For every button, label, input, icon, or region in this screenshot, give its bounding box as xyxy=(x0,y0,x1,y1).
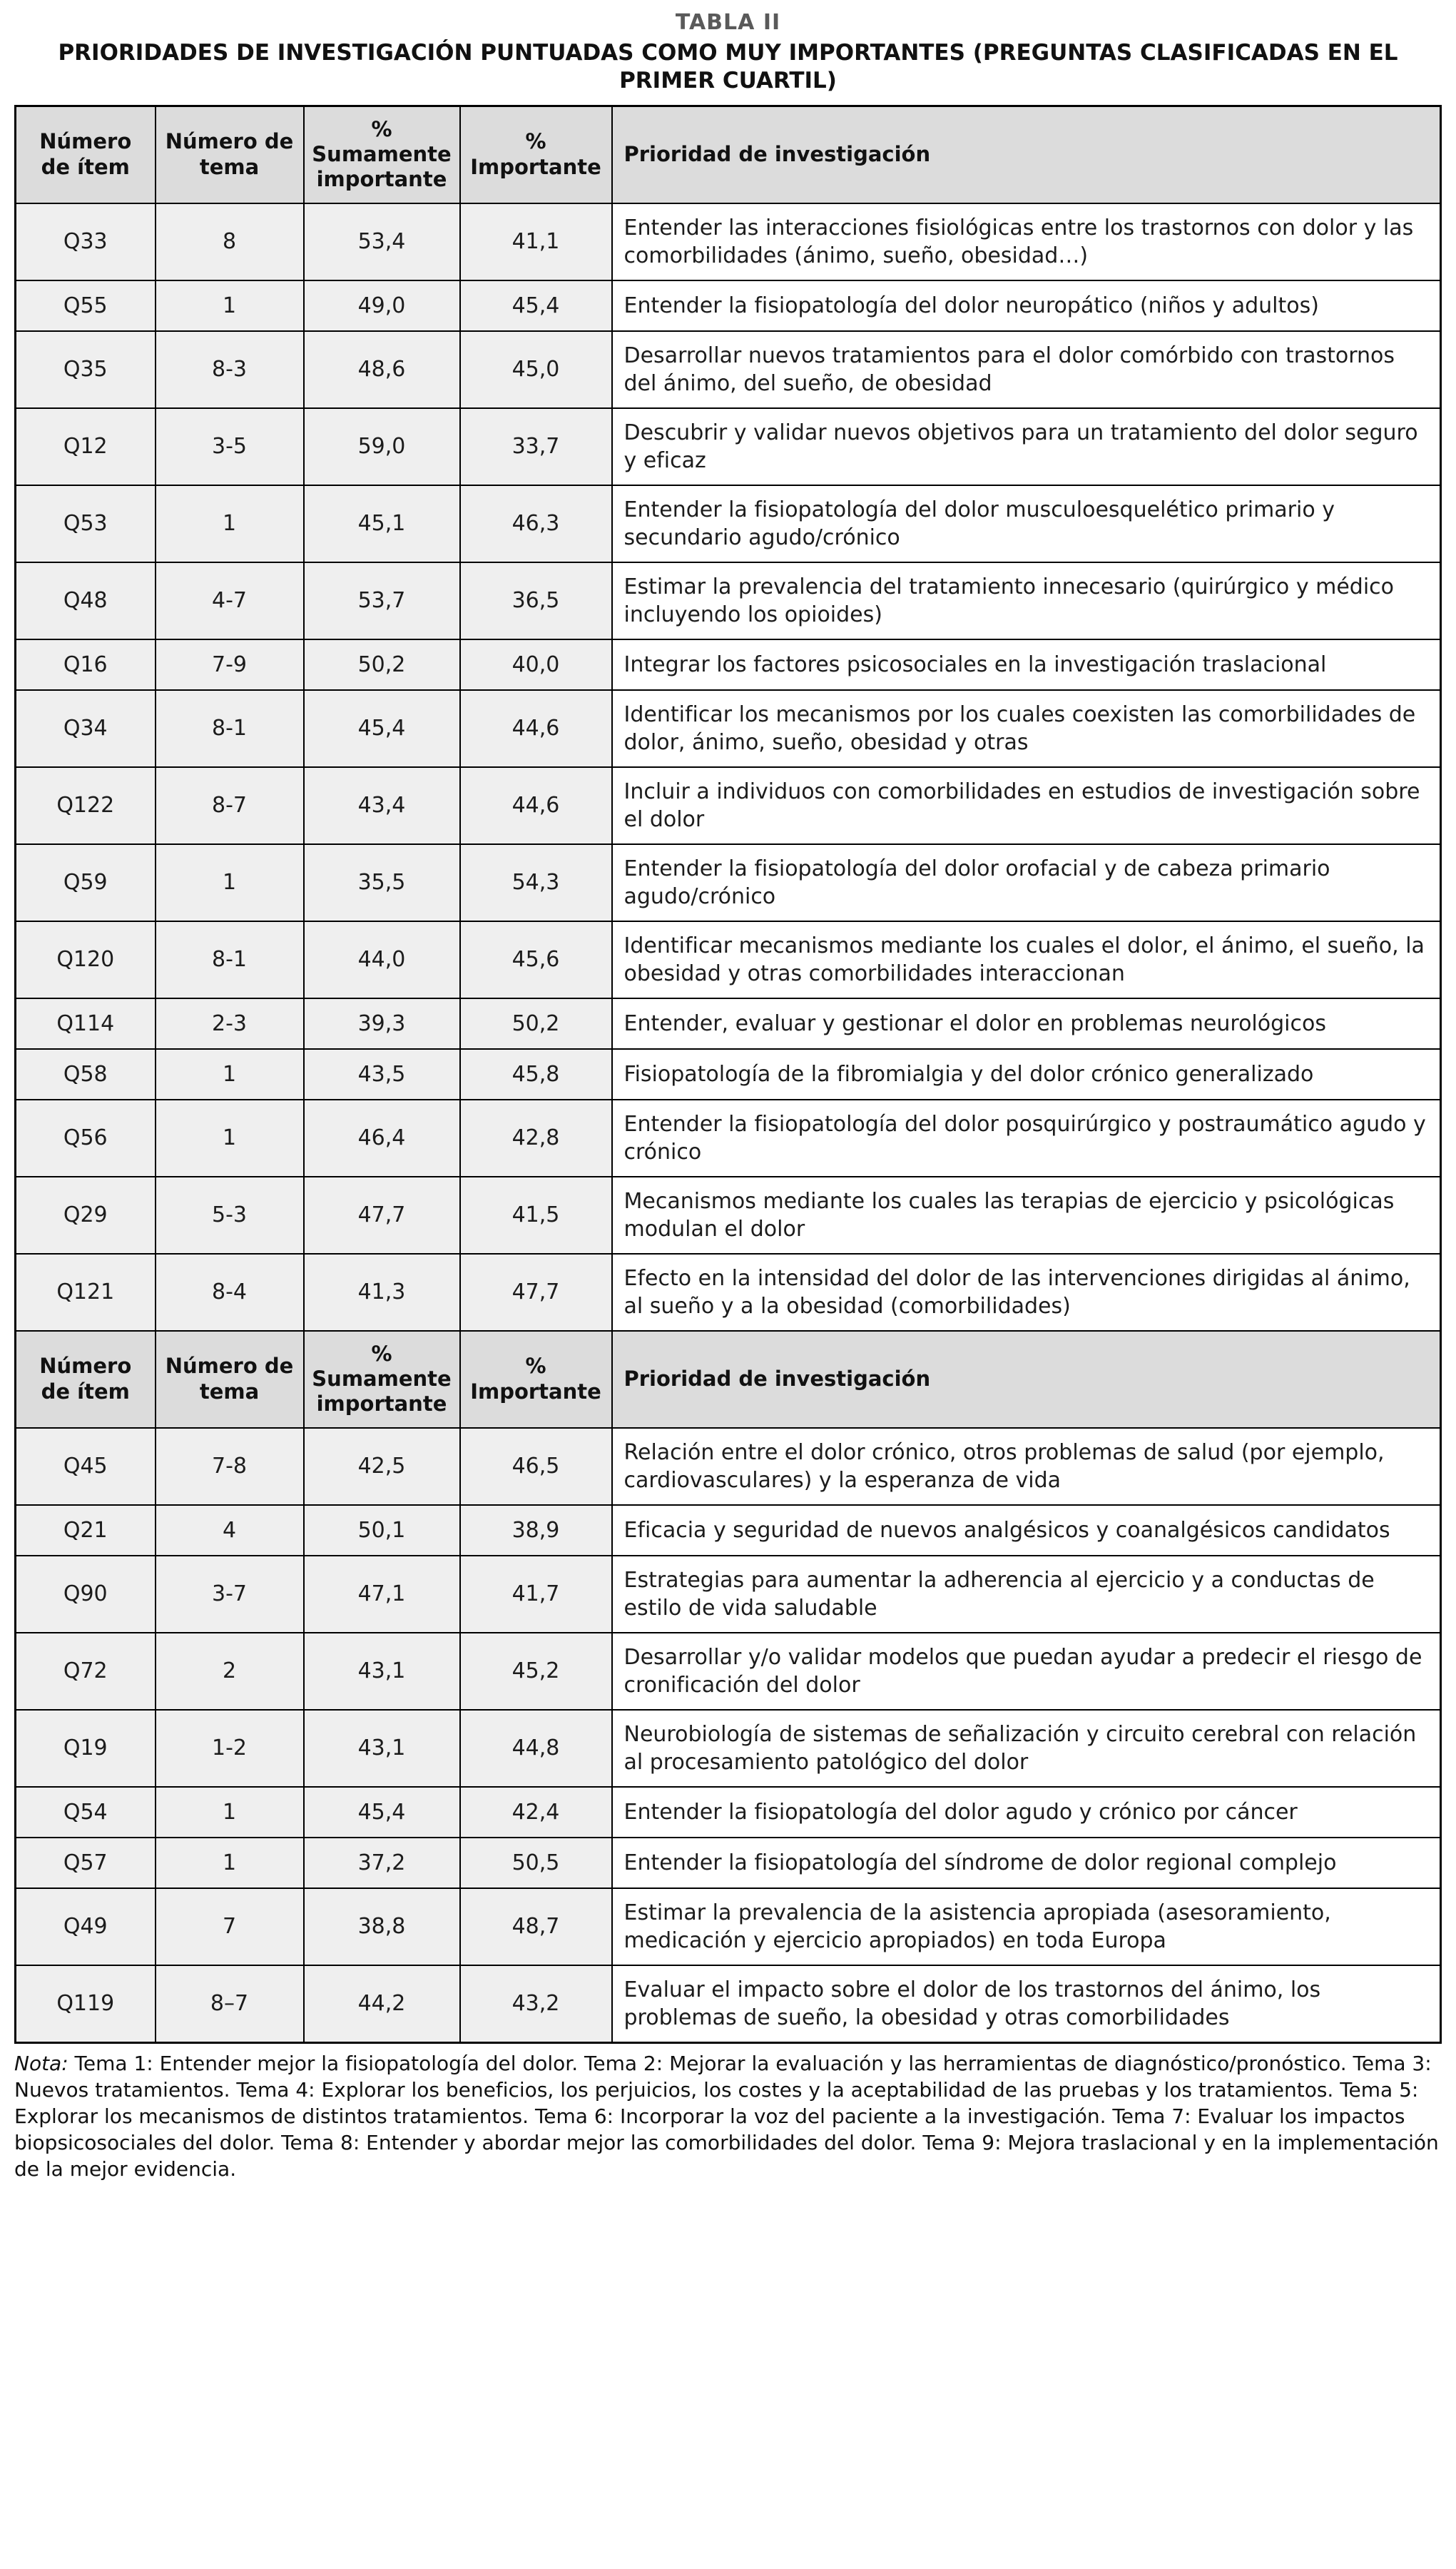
table-row xyxy=(16,1787,1441,1838)
very-important-pct-cell: 50,1 xyxy=(304,1505,460,1556)
important-pct-cell: 44,6 xyxy=(460,690,612,767)
table-row xyxy=(16,331,1441,408)
research-priorities-table xyxy=(14,105,1442,2044)
column-header: % Sumamente importante xyxy=(304,1331,460,1428)
important-pct-cell: 48,7 xyxy=(460,1888,612,1965)
item-number-cell: Q12 xyxy=(16,408,156,485)
important-pct-cell: 44,8 xyxy=(460,1710,612,1787)
priority-description-cell: Fisiopatología de la fibromialgia y del dolor crónico generalizado xyxy=(612,1049,1441,1100)
table-row xyxy=(16,562,1441,639)
column-header: % Sumamente importante xyxy=(304,106,460,203)
very-important-pct-cell: 46,4 xyxy=(304,1100,460,1177)
priority-description-cell: Estimar la prevalencia del tratamiento innecesario (quirúrgico y médico incluyendo los opioides) xyxy=(612,562,1441,639)
theme-number-cell: 2 xyxy=(156,1633,304,1710)
item-number-cell: Q120 xyxy=(16,921,156,998)
item-number-cell: Q53 xyxy=(16,485,156,562)
important-pct-cell: 54,3 xyxy=(460,844,612,921)
table-row xyxy=(16,1710,1441,1787)
very-important-pct-cell: 53,7 xyxy=(304,562,460,639)
priority-description-cell: Evaluar el impacto sobre el dolor de los trastornos del ánimo, los problemas de sueño, la obesidad y otras comorbilidades xyxy=(612,1965,1441,2043)
item-number-cell: Q114 xyxy=(16,998,156,1049)
item-number-cell: Q57 xyxy=(16,1838,156,1888)
important-pct-cell: 33,7 xyxy=(460,408,612,485)
important-pct-cell: 45,6 xyxy=(460,921,612,998)
priority-description-cell: Descubrir y validar nuevos objetivos para un tratamiento del dolor seguro y eficaz xyxy=(612,408,1441,485)
important-pct-cell: 40,0 xyxy=(460,639,612,690)
table-header-row xyxy=(16,1331,1441,1428)
item-number-cell: Q56 xyxy=(16,1100,156,1177)
priority-description-cell: Entender las interacciones fisiológicas entre los trastornos con dolor y las comorbilidades (ánimo, sueño, obesidad…) xyxy=(612,203,1441,280)
priority-description-cell: Eficacia y seguridad de nuevos analgésicos y coanalgésicos candidatos xyxy=(612,1505,1441,1556)
priority-description-cell: Efecto en la intensidad del dolor de las intervenciones dirigidas al ánimo, al sueño y a la obesidad (comorbilidades) xyxy=(612,1254,1441,1331)
theme-number-cell: 1 xyxy=(156,485,304,562)
column-header: % Importante xyxy=(460,1331,612,1428)
table-row xyxy=(16,1100,1441,1177)
item-number-cell: Q49 xyxy=(16,1888,156,1965)
item-number-cell: Q55 xyxy=(16,280,156,331)
table-row xyxy=(16,921,1441,998)
theme-number-cell: 8-1 xyxy=(156,921,304,998)
important-pct-cell: 50,2 xyxy=(460,998,612,1049)
very-important-pct-cell: 43,5 xyxy=(304,1049,460,1100)
very-important-pct-cell: 44,2 xyxy=(304,1965,460,2043)
column-header: Número de tema xyxy=(156,106,304,203)
very-important-pct-cell: 53,4 xyxy=(304,203,460,280)
very-important-pct-cell: 50,2 xyxy=(304,639,460,690)
item-number-cell: Q16 xyxy=(16,639,156,690)
theme-number-cell: 2-3 xyxy=(156,998,304,1049)
very-important-pct-cell: 43,1 xyxy=(304,1710,460,1787)
note-label: Nota: xyxy=(14,2051,68,2075)
priority-description-cell: Entender la fisiopatología del dolor musculoesquelético primario y secundario agudo/crónico xyxy=(612,485,1441,562)
item-number-cell: Q58 xyxy=(16,1049,156,1100)
very-important-pct-cell: 47,1 xyxy=(304,1556,460,1633)
theme-number-cell: 1 xyxy=(156,1049,304,1100)
column-header: Número de ítem xyxy=(16,1331,156,1428)
important-pct-cell: 45,0 xyxy=(460,331,612,408)
very-important-pct-cell: 48,6 xyxy=(304,331,460,408)
theme-number-cell: 8–7 xyxy=(156,1965,304,2043)
important-pct-cell: 45,8 xyxy=(460,1049,612,1100)
important-pct-cell: 47,7 xyxy=(460,1254,612,1331)
theme-number-cell: 5-3 xyxy=(156,1177,304,1254)
very-important-pct-cell: 45,4 xyxy=(304,690,460,767)
item-number-cell: Q72 xyxy=(16,1633,156,1710)
table-row xyxy=(16,280,1441,331)
item-number-cell: Q21 xyxy=(16,1505,156,1556)
theme-number-cell: 8 xyxy=(156,203,304,280)
important-pct-cell: 41,7 xyxy=(460,1556,612,1633)
column-header: Prioridad de investigación xyxy=(612,106,1441,203)
table-row xyxy=(16,1254,1441,1331)
very-important-pct-cell: 37,2 xyxy=(304,1838,460,1888)
theme-number-cell: 8-1 xyxy=(156,690,304,767)
important-pct-cell: 50,5 xyxy=(460,1838,612,1888)
note-text: Tema 1: Entender mejor la fisiopatología del dolor. Tema 2: Mejorar la evaluación y las herramientas de diagnóstico/pronóstico. Tema 3: Nuevos tratamientos. Tema 4: Explorar los beneficios, los perjuicios, los costes y la aceptabilidad de las pruebas y los tratamientos. Tema 5: Explorar los mecanismos de distintos tratamientos. Tema 6: Incorporar la voz del paciente a la investigación. Tema 7: Evaluar los impactos biopsicosociales del dolor. Tema 8: Entender y abordar mejor las comorbilidades del dolor. Tema 9: Mejora traslacional y en la implementación de la mejor evidencia. xyxy=(14,2051,1439,2181)
very-important-pct-cell: 49,0 xyxy=(304,280,460,331)
table-row xyxy=(16,1838,1441,1888)
priority-description-cell: Mecanismos mediante los cuales las terapias de ejercicio y psicológicas modulan el dolor xyxy=(612,1177,1441,1254)
very-important-pct-cell: 45,1 xyxy=(304,485,460,562)
table-row xyxy=(16,690,1441,767)
priority-description-cell: Integrar los factores psicosociales en la investigación traslacional xyxy=(612,639,1441,690)
table-row xyxy=(16,639,1441,690)
priority-description-cell: Entender la fisiopatología del dolor orofacial y de cabeza primario agudo/crónico xyxy=(612,844,1441,921)
important-pct-cell: 45,4 xyxy=(460,280,612,331)
table-row xyxy=(16,408,1441,485)
priority-description-cell: Desarrollar y/o validar modelos que puedan ayudar a predecir el riesgo de cronificación del dolor xyxy=(612,1633,1441,1710)
priority-description-cell: Entender la fisiopatología del dolor agudo y crónico por cáncer xyxy=(612,1787,1441,1838)
very-important-pct-cell: 44,0 xyxy=(304,921,460,998)
important-pct-cell: 45,2 xyxy=(460,1633,612,1710)
very-important-pct-cell: 38,8 xyxy=(304,1888,460,1965)
priority-description-cell: Estimar la prevalencia de la asistencia apropiada (asesoramiento, medicación y ejercicio apropiados) en toda Europa xyxy=(612,1888,1441,1965)
item-number-cell: Q29 xyxy=(16,1177,156,1254)
priority-description-cell: Neurobiología de sistemas de señalización y circuito cerebral con relación al procesamiento patológico del dolor xyxy=(612,1710,1441,1787)
table-row xyxy=(16,1633,1441,1710)
very-important-pct-cell: 59,0 xyxy=(304,408,460,485)
item-number-cell: Q90 xyxy=(16,1556,156,1633)
item-number-cell: Q54 xyxy=(16,1787,156,1838)
table-row xyxy=(16,1556,1441,1633)
theme-number-cell: 4-7 xyxy=(156,562,304,639)
important-pct-cell: 42,8 xyxy=(460,1100,612,1177)
priority-description-cell: Identificar los mecanismos por los cuales coexisten las comorbilidades de dolor, ánimo, sueño, obesidad y otras xyxy=(612,690,1441,767)
theme-number-cell: 1 xyxy=(156,280,304,331)
theme-number-cell: 3-7 xyxy=(156,1556,304,1633)
table-header-row xyxy=(16,106,1441,203)
important-pct-cell: 36,5 xyxy=(460,562,612,639)
theme-number-cell: 8-3 xyxy=(156,331,304,408)
theme-number-cell: 1 xyxy=(156,1100,304,1177)
important-pct-cell: 46,5 xyxy=(460,1428,612,1505)
priority-description-cell: Entender la fisiopatología del dolor neuropático (niños y adultos) xyxy=(612,280,1441,331)
theme-number-cell: 7 xyxy=(156,1888,304,1965)
priority-description-cell: Incluir a individuos con comorbilidades en estudios de investigación sobre el dolor xyxy=(612,767,1441,844)
table-note xyxy=(14,2051,1442,2183)
very-important-pct-cell: 39,3 xyxy=(304,998,460,1049)
item-number-cell: Q45 xyxy=(16,1428,156,1505)
table-row xyxy=(16,1049,1441,1100)
column-header: Prioridad de investigación xyxy=(612,1331,1441,1428)
table-subtitle: PRIORIDADES DE INVESTIGACIÓN PUNTUADAS COMO MUY IMPORTANTES (PREGUNTAS CLASIFICADAS EN EL PRIMER CUARTIL) xyxy=(58,40,1398,93)
very-important-pct-cell: 43,1 xyxy=(304,1633,460,1710)
table-row xyxy=(16,844,1441,921)
item-number-cell: Q119 xyxy=(16,1965,156,2043)
priority-description-cell: Entender, evaluar y gestionar el dolor en problemas neurológicos xyxy=(612,998,1441,1049)
table-title: TABLA II xyxy=(675,10,781,35)
table-row xyxy=(16,1428,1441,1505)
table-row xyxy=(16,1177,1441,1254)
important-pct-cell: 42,4 xyxy=(460,1787,612,1838)
priority-description-cell: Relación entre el dolor crónico, otros problemas de salud (por ejemplo, cardiovasculares) y la esperanza de vida xyxy=(612,1428,1441,1505)
theme-number-cell: 8-4 xyxy=(156,1254,304,1331)
theme-number-cell: 8-7 xyxy=(156,767,304,844)
very-important-pct-cell: 41,3 xyxy=(304,1254,460,1331)
very-important-pct-cell: 47,7 xyxy=(304,1177,460,1254)
table-row xyxy=(16,767,1441,844)
column-header: Número de tema xyxy=(156,1331,304,1428)
theme-number-cell: 1 xyxy=(156,844,304,921)
theme-number-cell: 4 xyxy=(156,1505,304,1556)
priority-description-cell: Entender la fisiopatología del síndrome de dolor regional complejo xyxy=(612,1838,1441,1888)
important-pct-cell: 41,1 xyxy=(460,203,612,280)
important-pct-cell: 43,2 xyxy=(460,1965,612,2043)
very-important-pct-cell: 43,4 xyxy=(304,767,460,844)
table-row xyxy=(16,1888,1441,1965)
priority-description-cell: Identificar mecanismos mediante los cuales el dolor, el ánimo, el sueño, la obesidad y otras comorbilidades interaccionan xyxy=(612,921,1441,998)
theme-number-cell: 1-2 xyxy=(156,1710,304,1787)
item-number-cell: Q34 xyxy=(16,690,156,767)
theme-number-cell: 7-8 xyxy=(156,1428,304,1505)
item-number-cell: Q121 xyxy=(16,1254,156,1331)
very-important-pct-cell: 42,5 xyxy=(304,1428,460,1505)
item-number-cell: Q19 xyxy=(16,1710,156,1787)
important-pct-cell: 41,5 xyxy=(460,1177,612,1254)
very-important-pct-cell: 45,4 xyxy=(304,1787,460,1838)
theme-number-cell: 3-5 xyxy=(156,408,304,485)
item-number-cell: Q122 xyxy=(16,767,156,844)
table-row xyxy=(16,998,1441,1049)
item-number-cell: Q59 xyxy=(16,844,156,921)
priority-description-cell: Entender la fisiopatología del dolor posquirúrgico y postraumático agudo y crónico xyxy=(612,1100,1441,1177)
theme-number-cell: 1 xyxy=(156,1787,304,1838)
table-row xyxy=(16,1505,1441,1556)
table-row xyxy=(16,485,1441,562)
item-number-cell: Q33 xyxy=(16,203,156,280)
priority-description-cell: Estrategias para aumentar la adherencia al ejercicio y a conductas de estilo de vida saludable xyxy=(612,1556,1441,1633)
item-number-cell: Q35 xyxy=(16,331,156,408)
priority-description-cell: Desarrollar nuevos tratamientos para el dolor comórbido con trastornos del ánimo, del sueño, de obesidad xyxy=(612,331,1441,408)
column-header: % Importante xyxy=(460,106,612,203)
table-row xyxy=(16,203,1441,280)
important-pct-cell: 44,6 xyxy=(460,767,612,844)
very-important-pct-cell: 35,5 xyxy=(304,844,460,921)
table-row xyxy=(16,1965,1441,2043)
important-pct-cell: 46,3 xyxy=(460,485,612,562)
theme-number-cell: 1 xyxy=(156,1838,304,1888)
important-pct-cell: 38,9 xyxy=(460,1505,612,1556)
column-header: Número de ítem xyxy=(16,106,156,203)
item-number-cell: Q48 xyxy=(16,562,156,639)
theme-number-cell: 7-9 xyxy=(156,639,304,690)
